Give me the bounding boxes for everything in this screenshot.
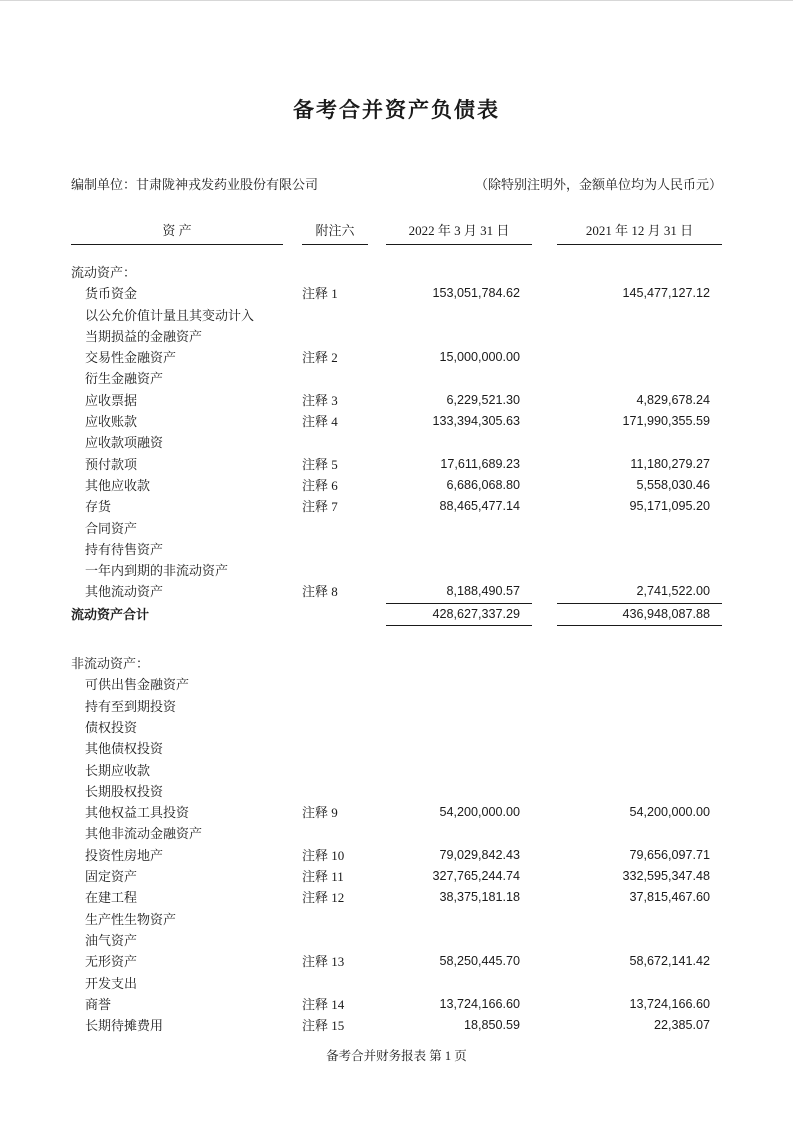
note-reference [302, 738, 368, 759]
amount-2021-12-31: 58,672,141.42 [629, 954, 710, 969]
note-reference [302, 781, 368, 802]
amount-2021-12-31 [557, 930, 722, 951]
info-row [71, 176, 722, 193]
spacer-row [71, 626, 722, 653]
table-row [71, 326, 722, 347]
asset-label: 固定资产 [85, 869, 138, 885]
note-reference [302, 717, 368, 738]
amount-2022-03-31: 88,465,477.14 [439, 499, 520, 514]
note-reference: 注释 2 [302, 350, 338, 366]
note-reference [302, 305, 368, 326]
amount-2022-03-31: 133,394,305.63 [432, 414, 520, 429]
amount-2021-12-31: 13,724,166.60 [629, 996, 710, 1011]
amount-2022-03-31 [386, 305, 532, 326]
note-reference: 注释 6 [302, 477, 338, 493]
amount-2021-12-31: 5,558,030.46 [636, 477, 710, 492]
table-row [71, 390, 722, 411]
table-row [71, 760, 722, 781]
table-row [71, 475, 722, 496]
note-reference [302, 262, 368, 283]
table-row [71, 1015, 722, 1036]
table-row [71, 845, 722, 866]
amount-2022-03-31 [386, 262, 532, 283]
amount-2022-03-31: 327,765,244.74 [432, 869, 520, 884]
asset-label: 其他债权投资 [85, 741, 164, 757]
note-reference [302, 326, 368, 347]
amount-2022-03-31 [386, 930, 532, 951]
table-row [71, 738, 722, 759]
amount-2021-12-31 [557, 262, 722, 283]
amount-2022-03-31: 6,229,521.30 [446, 392, 520, 407]
table-row [71, 432, 722, 453]
note-reference: 注释 11 [302, 869, 344, 885]
asset-label: 衍生金融资产 [85, 371, 164, 387]
header-date-2021-12-31: 2021 年 12 月 31 日 [557, 220, 722, 245]
note-reference [302, 539, 368, 560]
amount-2022-03-31 [386, 539, 532, 560]
amount-2021-12-31 [557, 823, 722, 844]
asset-label: 应收账款 [85, 414, 138, 430]
prepared-by-label: 编制单位：甘肃陇神戎发药业股份有限公司 [71, 177, 319, 192]
note-reference [302, 368, 368, 389]
note-reference [302, 930, 368, 951]
amount-2021-12-31: 54,200,000.00 [629, 805, 710, 820]
note-reference: 注释 7 [302, 499, 338, 515]
amount-2021-12-31: 37,815,467.60 [629, 890, 710, 905]
amount-2021-12-31: 22,385.07 [653, 1018, 710, 1033]
amount-2022-03-31 [386, 560, 532, 581]
asset-label: 其他应收款 [85, 477, 151, 493]
table-row [71, 539, 722, 560]
table-row [71, 866, 722, 887]
amount-2021-12-31: 436,948,087.88 [557, 604, 722, 626]
note-reference [302, 674, 368, 695]
amount-2022-03-31 [386, 973, 532, 994]
table-row [71, 454, 722, 475]
table-row [71, 283, 722, 304]
amount-2021-12-31: 332,595,347.48 [622, 869, 710, 884]
amount-2021-12-31 [557, 760, 722, 781]
table-row [71, 496, 722, 517]
amount-2022-03-31 [386, 717, 532, 738]
amount-2022-03-31: 79,029,842.43 [439, 847, 520, 862]
note-reference: 注释 13 [302, 954, 345, 970]
amount-2022-03-31: 54,200,000.00 [439, 805, 520, 820]
note-reference: 注释 4 [302, 414, 338, 430]
note-reference: 注释 10 [302, 847, 345, 863]
note-reference: 注释 3 [302, 392, 338, 408]
note-reference: 注释 1 [302, 286, 338, 302]
amount-2021-12-31 [557, 674, 722, 695]
amount-2021-12-31 [557, 909, 722, 930]
amount-2021-12-31 [557, 518, 722, 539]
amount-2021-12-31 [557, 560, 722, 581]
table-row [71, 347, 722, 368]
table-row [71, 802, 722, 823]
table-row [71, 781, 722, 802]
table-row [71, 305, 722, 326]
note-reference [302, 626, 368, 653]
amount-2022-03-31: 6,686,068.80 [446, 477, 520, 492]
amount-2021-12-31 [557, 973, 722, 994]
amount-2021-12-31 [557, 717, 722, 738]
asset-label: 其他非流动金融资产 [85, 826, 203, 842]
amount-2021-12-31: 171,990,355.59 [622, 414, 710, 429]
asset-label: 长期待摊费用 [85, 1018, 164, 1034]
amount-2021-12-31: 145,477,127.12 [622, 286, 710, 301]
note-reference: 注释 9 [302, 805, 338, 821]
asset-label: 应收款项融资 [85, 435, 164, 451]
amount-2022-03-31: 13,724,166.60 [439, 996, 520, 1011]
asset-label: 持有待售资产 [85, 541, 164, 557]
amount-2021-12-31 [557, 738, 722, 759]
note-reference: 注释 12 [302, 890, 345, 906]
note-reference [302, 909, 368, 930]
note-reference: 注释 14 [302, 996, 345, 1012]
amount-2022-03-31: 8,188,490.57 [386, 581, 532, 603]
note-reference [302, 560, 368, 581]
header-note-six: 附注六 [302, 220, 368, 245]
table-row [71, 604, 722, 626]
page-footer: 备考合并财务报表 第 1 页 [326, 1049, 467, 1064]
asset-label: 开发支出 [85, 975, 138, 991]
amount-2022-03-31 [386, 738, 532, 759]
note-reference [302, 604, 368, 626]
amount-2021-12-31 [557, 781, 722, 802]
table-row [71, 674, 722, 695]
table-row [71, 717, 722, 738]
amount-2022-03-31: 428,627,337.29 [386, 604, 532, 626]
table-row [71, 887, 722, 908]
amount-2021-12-31 [557, 432, 722, 453]
table-header-row [71, 220, 722, 245]
amount-2022-03-31 [386, 781, 532, 802]
amount-2022-03-31 [386, 674, 532, 695]
note-reference [302, 696, 368, 717]
asset-label: 流动资产： [71, 265, 137, 280]
asset-label: 合同资产 [85, 520, 138, 536]
asset-label [71, 626, 283, 653]
note-reference [302, 518, 368, 539]
table-row [71, 930, 722, 951]
note-reference: 注释 15 [302, 1018, 345, 1034]
asset-label: 一年内到期的非流动资产 [85, 563, 229, 579]
asset-label: 货币资金 [85, 286, 138, 302]
asset-label: 预付款项 [85, 456, 138, 472]
asset-label: 可供出售金融资产 [85, 677, 190, 693]
asset-label: 流动资产合计 [71, 606, 150, 622]
table-row [71, 994, 722, 1015]
note-reference: 注释 8 [302, 584, 338, 600]
asset-label: 无形资产 [85, 954, 138, 970]
amount-2022-03-31 [386, 432, 532, 453]
table-row [71, 518, 722, 539]
asset-label: 投资性房地产 [85, 847, 164, 863]
table-row [71, 696, 722, 717]
amount-2021-12-31: 11,180,279.27 [630, 456, 710, 471]
header-date-2022-03-31: 2022 年 3 月 31 日 [386, 220, 532, 245]
asset-label: 债权投资 [85, 719, 138, 735]
table-row [71, 262, 722, 283]
amount-2022-03-31: 153,051,784.62 [432, 286, 520, 301]
asset-label: 在建工程 [85, 890, 138, 906]
asset-label: 应收票据 [85, 392, 138, 408]
note-reference [302, 653, 368, 674]
amount-2022-03-31 [386, 653, 532, 674]
amount-2022-03-31 [386, 626, 532, 653]
currency-unit-note: （除特别注明外，金额单位均为人民币元） [474, 177, 722, 192]
table-row [71, 368, 722, 389]
page-title: 备考合并资产负债表 [293, 98, 500, 122]
amount-2021-12-31 [557, 347, 722, 368]
amount-2022-03-31 [386, 368, 532, 389]
amount-2021-12-31: 4,829,678.24 [636, 392, 710, 407]
table-row [71, 973, 722, 994]
amount-2022-03-31: 38,375,181.18 [439, 890, 520, 905]
amount-2022-03-31 [386, 696, 532, 717]
amount-2022-03-31: 17,611,689.23 [440, 456, 520, 471]
amount-2022-03-31 [386, 909, 532, 930]
asset-label: 油气资产 [85, 932, 138, 948]
amount-2022-03-31 [386, 326, 532, 347]
note-reference [302, 823, 368, 844]
table-body [71, 262, 722, 1036]
asset-label: 非流动资产： [71, 656, 150, 672]
asset-label: 当期损益的金融资产 [85, 328, 203, 344]
table-row [71, 653, 722, 674]
amount-2022-03-31: 15,000,000.00 [439, 350, 520, 365]
amount-2021-12-31: 2,741,522.00 [557, 581, 722, 603]
asset-label: 其他权益工具投资 [85, 805, 190, 821]
amount-2021-12-31: 95,171,095.20 [629, 499, 710, 514]
table-row [71, 823, 722, 844]
asset-label: 存货 [85, 499, 112, 515]
header-assets: 资 产 [71, 220, 283, 245]
amount-2021-12-31 [557, 305, 722, 326]
note-reference [302, 432, 368, 453]
note-reference: 注释 5 [302, 456, 338, 472]
asset-label: 长期应收款 [85, 762, 151, 778]
asset-label: 长期股权投资 [85, 783, 164, 799]
table-row [71, 581, 722, 603]
asset-label: 以公允价值计量且其变动计入 [85, 307, 255, 323]
asset-label: 持有至到期投资 [85, 698, 177, 714]
amount-2021-12-31 [557, 326, 722, 347]
note-reference [302, 973, 368, 994]
table-row [71, 909, 722, 930]
asset-label: 生产性生物资产 [85, 911, 177, 927]
amount-2022-03-31: 18,850.59 [463, 1018, 520, 1033]
amount-2021-12-31 [557, 653, 722, 674]
asset-label: 其他流动资产 [85, 584, 164, 600]
note-reference [302, 760, 368, 781]
amount-2021-12-31 [557, 539, 722, 560]
asset-label: 商誉 [85, 996, 112, 1012]
table-row [71, 411, 722, 432]
amount-2021-12-31 [557, 626, 722, 653]
amount-2022-03-31 [386, 518, 532, 539]
amount-2022-03-31 [386, 823, 532, 844]
amount-2021-12-31 [557, 696, 722, 717]
amount-2021-12-31: 79,656,097.71 [629, 847, 710, 862]
table-row [71, 560, 722, 581]
asset-label: 交易性金融资产 [85, 350, 177, 366]
amount-2022-03-31 [386, 760, 532, 781]
amount-2021-12-31 [557, 368, 722, 389]
amount-2022-03-31: 58,250,445.70 [439, 954, 520, 969]
table-row [71, 951, 722, 972]
